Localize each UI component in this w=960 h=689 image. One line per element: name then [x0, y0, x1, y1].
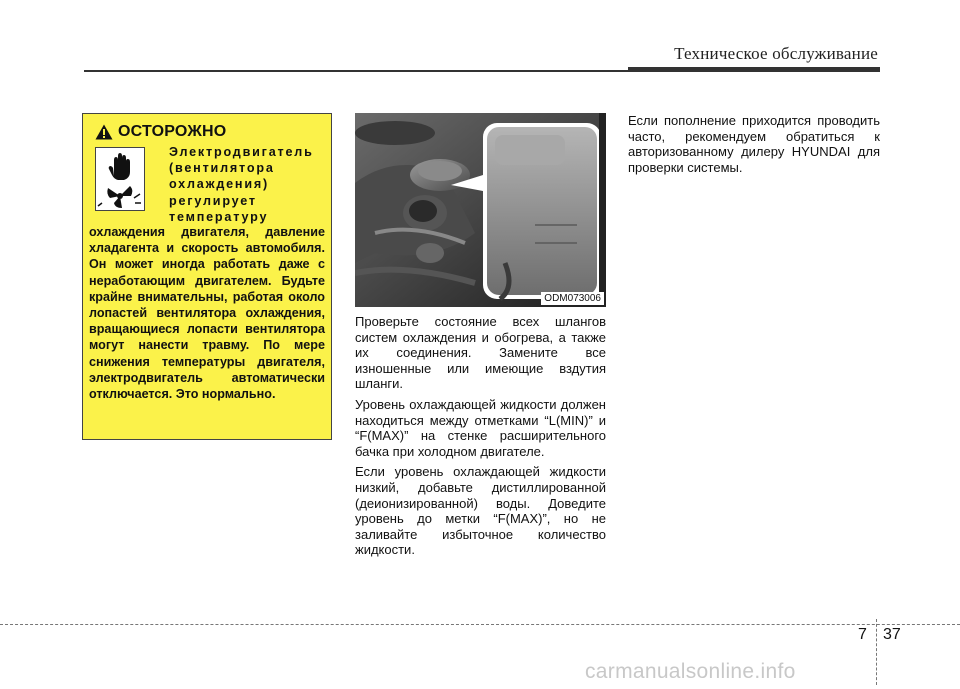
column-right-text	[628, 113, 880, 180]
stop-hand-icon	[96, 148, 144, 210]
footer-separator	[876, 619, 877, 685]
engine-coolant-photo	[355, 113, 606, 307]
warning-line: охлаждения)	[169, 177, 270, 192]
warning-title: ОСТОРОЖНО	[118, 123, 227, 140]
warning-line: (вентилятора	[169, 161, 275, 176]
watermark: carmanualsonline.info	[585, 660, 796, 683]
warning-body: охлаждения двигателя, давление хладагента и скорость автомобиля. Он может иногда работать даже с неработающим двигателем. Будьте крайне внимательны, работая около лопастей вентилятора охлаждения, вращающиеся лопасти вентилятора могут нанести травму. По мере снижения температуры двигателя, электродвигатель автоматически отключается. Это нормально.	[89, 225, 325, 402]
column-middle-text	[355, 314, 606, 563]
photo-caption: ODM073006	[541, 292, 604, 305]
chapter-number: 7	[858, 626, 867, 643]
warning-line: температуру	[169, 209, 269, 224]
page-number: 37	[883, 626, 901, 643]
warning-header	[95, 123, 226, 141]
paragraph: Если уровень охлаждающей жидкости низкий, добавьте дистиллированной (деионизированной) воды. Доведите уровень до метки “F(MAX)”, но не заливайте избыточное количество жидкости.	[355, 464, 606, 558]
engine-illustration	[355, 113, 606, 307]
warning-pictogram	[95, 147, 145, 211]
paragraph: Проверьте состояние всех шлангов систем охлаждения и обогрева, а также их соединения. Замените все изношенные или имеющие вздутия шланги.	[355, 314, 606, 392]
warning-triangle-icon	[95, 124, 113, 140]
warning-box	[82, 113, 332, 440]
paragraph: Уровень охлаждающей жидкости должен находиться между отметками “L(MIN)” и “F(MAX)” на стенке расширительного бачка при холодном двигателе.	[355, 396, 606, 459]
warning-spaced-text	[169, 144, 325, 225]
header-title: Техническое обслуживание	[674, 44, 878, 63]
warning-line: Электродвигатель	[169, 145, 314, 159]
warning-line: регулирует	[169, 193, 257, 208]
paragraph: Если пополнение приходится проводить часто, рекомендуем обратиться к авторизованному дилеру HYUNDAI для проверки системы.	[628, 113, 880, 175]
header-rule-accent	[628, 67, 880, 72]
fan-blade-icon	[98, 186, 141, 208]
footer-rule	[0, 624, 960, 625]
